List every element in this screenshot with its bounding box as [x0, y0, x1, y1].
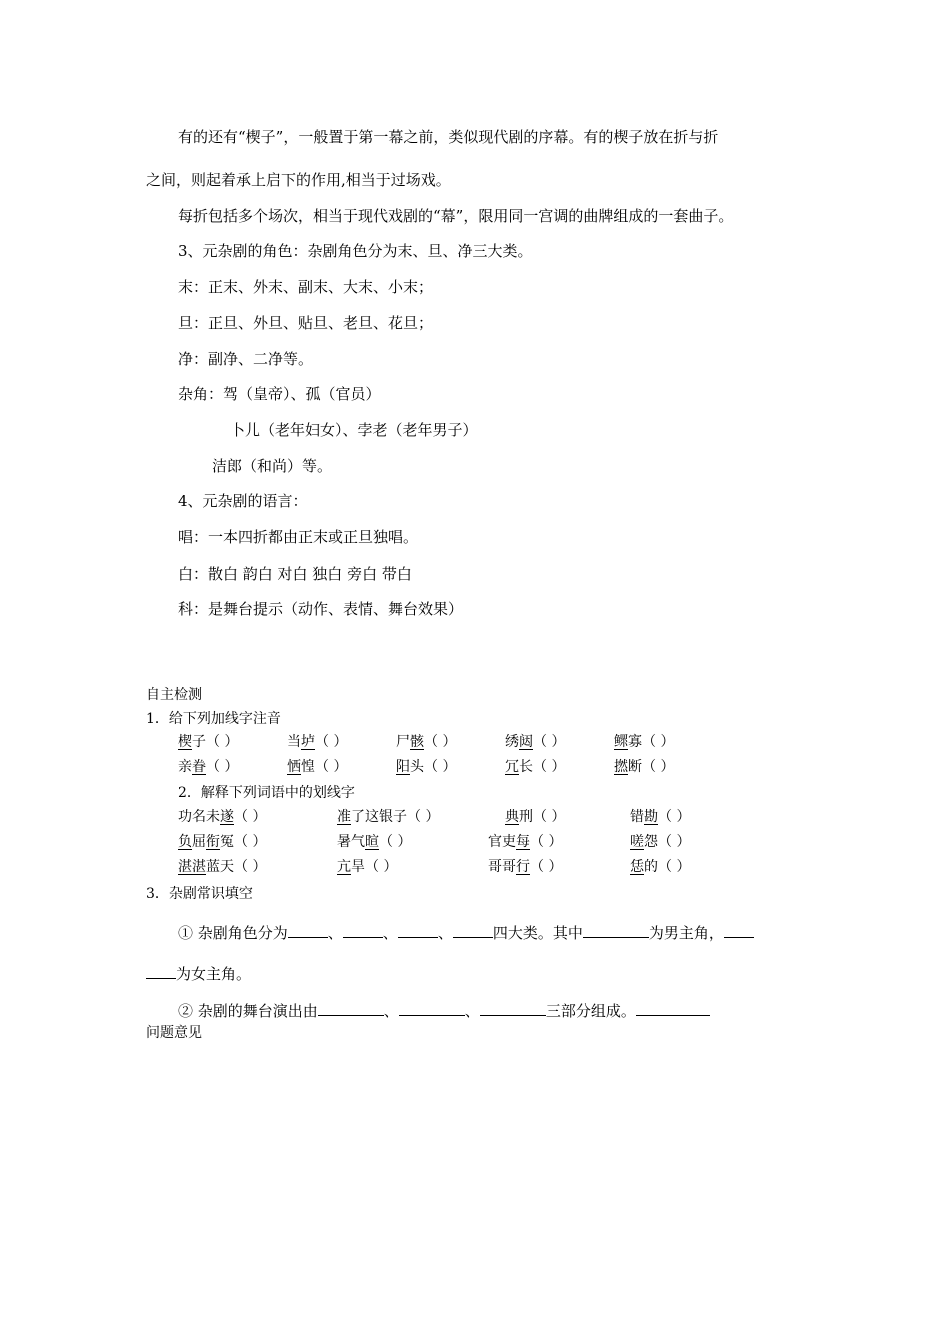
q2-item: 准了这银子（ ）: [337, 809, 440, 825]
q2-item: 负屈衔冤（ ）: [178, 834, 267, 850]
q2-item: 哥哥行（ ）: [488, 859, 563, 875]
section-4-heading: 4、元杂剧的语言：: [178, 492, 308, 510]
language-chang: 唱：一本四折都由正末或正旦独唱。: [178, 528, 419, 546]
fill-blank[interactable]: [724, 921, 754, 938]
q2-item: 亢旱（ ）: [337, 859, 398, 875]
exercise-heading: 自主检测: [146, 687, 202, 703]
fill-blank[interactable]: [288, 921, 328, 938]
q3-item-1: ① 杂剧角色分为 、 、 、 四大类。其中 为男主角，: [178, 921, 754, 943]
q1-item: 鳏寡（ ）: [614, 734, 675, 750]
footer-label: 问题意见: [146, 1025, 202, 1041]
fill-blank[interactable]: [343, 921, 383, 938]
language-bai: 白：散白 韵白 对白 独白 旁白 带白: [178, 565, 412, 583]
q2-item: 典刑（ ）: [505, 809, 566, 825]
q1-item: 撚断（ ）: [614, 759, 675, 775]
q1-item: 恓惶（ ）: [287, 759, 348, 775]
fill-blank[interactable]: [318, 999, 384, 1016]
role-za-2: 卜儿（老年妇女）、孛老（老年男子）: [230, 421, 478, 439]
intro-paragraph-1b: 之间，则起着承上启下的作用,相当于过场戏。: [146, 171, 451, 189]
role-jing: 净：副净、二净等。: [178, 350, 314, 368]
role-za-3: 洁郎（和尚）等。: [212, 457, 333, 475]
fill-blank[interactable]: [636, 999, 710, 1016]
fill-blank[interactable]: [399, 999, 465, 1016]
q1-item: 阳头（ ）: [396, 759, 457, 775]
question-2: 2．解释下列词语中的划线字: [178, 785, 355, 801]
q1-item: 尸骸（ ）: [396, 734, 457, 750]
question-1: 1．给下列加线字注音: [146, 711, 281, 727]
q2-item: 恁的（ ）: [630, 859, 691, 875]
q2-item: 嗟怨（ ）: [630, 834, 691, 850]
fill-blank[interactable]: [146, 962, 176, 979]
intro-paragraph-2: 每折包括多个场次，相当于现代戏剧的“幕”，限用同一宫调的曲牌组成的一套曲子。: [178, 207, 734, 225]
fill-blank[interactable]: [398, 921, 438, 938]
q3-item-1-cont: 为女主角。: [146, 962, 251, 984]
fill-blank[interactable]: [453, 921, 493, 938]
q1-item: 亲眷（ ）: [178, 759, 239, 775]
q2-item: 湛湛蓝天（ ）: [178, 859, 267, 875]
q1-item: 绣闼（ ）: [505, 734, 566, 750]
q3-item-2: ② 杂剧的舞台演出由 、 、 三部分组成。: [178, 999, 710, 1021]
fill-blank[interactable]: [480, 999, 546, 1016]
q2-item: 官吏每（ ）: [488, 834, 563, 850]
intro-paragraph-1a: 有的还有“楔子”，一般置于第一幕之前，类似现代剧的序幕。有的楔子放在折与折: [178, 128, 719, 146]
fill-blank[interactable]: [583, 921, 649, 938]
q1-item: 楔子（ ）: [178, 734, 239, 750]
role-mo: 末：正末、外末、副末、大末、小末；: [178, 278, 434, 296]
q2-item: 错勘（ ）: [630, 809, 691, 825]
role-dan: 旦：正旦、外旦、贴旦、老旦、花旦；: [178, 314, 434, 332]
q2-item: 暑气暄（ ）: [337, 834, 412, 850]
language-ke: 科：是舞台提示（动作、表情、舞台效果）: [178, 600, 464, 618]
q2-item: 功名未遂（ ）: [178, 809, 267, 825]
section-3-heading: 3、元杂剧的角色：杂剧角色分为末、旦、净三大类。: [178, 242, 533, 260]
q1-item: 冗长（ ）: [505, 759, 566, 775]
question-3: 3．杂剧常识填空: [146, 886, 253, 902]
q1-item: 当垆（ ）: [287, 734, 348, 750]
role-za-1: 杂角：驾（皇帝）、孤（官员）: [178, 385, 381, 403]
